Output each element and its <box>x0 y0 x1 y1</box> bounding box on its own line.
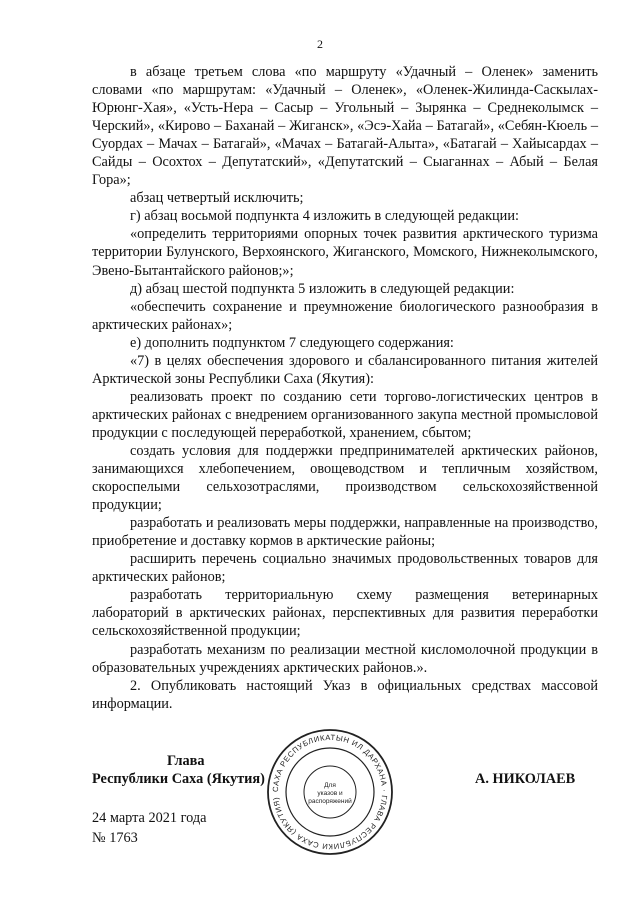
paragraph: «обеспечить сохранение и преумножение биологического разнообразия в арктических районах»; <box>92 298 598 333</box>
paragraph: разработать механизм по реализации местной кисломолочной продукции в образовательных учреждениях арктических районов.». <box>92 641 598 676</box>
signature-title-line1: Глава <box>167 753 205 769</box>
paragraph: разработать территориальную схему размещения ветеринарных лабораторий в арктических районах, перспективных для развития переработки сельскохозяйственной продукции; <box>92 587 598 640</box>
page-number: 2 <box>317 37 323 51</box>
document-body <box>92 63 598 713</box>
paragraph: создать условия для поддержки предпринимателей арктических районов, занимающихся хлебопечением, овощеводством и тепличным хозяйством, скороспелыми сельхозотраслями, производством сельскохозяйственной продукции; <box>92 442 598 514</box>
paragraph: расширить перечень социально значимых продовольственных товаров для арктических районов; <box>92 551 598 586</box>
official-stamp <box>265 727 395 862</box>
paragraph: е) дополнить подпунктом 7 следующего содержания: <box>130 334 454 351</box>
svg-text:указов и: указов и <box>317 790 343 797</box>
paragraph: «определить территориями опорных точек развития арктического туризма территории Булунского, Верхоянского, Жиганского, Момского, Нижнеколымского, Эвено-Бытантайского районов;»; <box>92 226 598 279</box>
signature-title-line2: Республики Саха (Якутия) <box>92 771 265 787</box>
svg-text:САХА РЕСПУБЛИКАТЫН ИЛ ДАРХАНА: САХА РЕСПУБЛИКАТЫН ИЛ ДАРХАНА · ГЛАВА РЕСПУБЛИКИ САХА (ЯКУТИЯ) <box>270 732 390 852</box>
paragraph: 2. Опубликовать настоящий Указ в официальных средствах массовой информации. <box>92 677 598 712</box>
svg-text:Для: Для <box>324 782 336 789</box>
paragraph: в абзаце третьем слова «по маршруту «Удачный – Оленек» заменить словами «по маршрутам: «Удачный – Оленек», «Оленек-Жилинда-Саскылах-Юрюнг-Хая», «Усть-Нера – Сасыр – Угольный – Зырянка – Среднеколымск – Черский», «Кирово – Баханай – Жиганск», «Эсэ-Хайа – Батагай», «Себян-Кюель – Суордах – Мачах – Батагай», «Мачах – Батагай-Алыта», «Батагай – Хайысардах – Сайды – Осохтох – Депутатский», «Депутатский – Сыаганнах – Абый – Белая Гора»; <box>92 64 598 189</box>
document-date: 24 марта 2021 года <box>92 810 207 826</box>
document-number: № 1763 <box>92 830 138 846</box>
paragraph: «7) в целях обеспечения здорового и сбалансированного питания жителей Арктической зоны Республики Саха (Якутия): <box>92 352 598 387</box>
stamp-seal-icon <box>265 727 395 857</box>
paragraph: д) абзац шестой подпункта 5 изложить в следующей редакции: <box>130 280 515 297</box>
paragraph: г) абзац восьмой подпункта 4 изложить в следующей редакции: <box>130 208 519 225</box>
paragraph: абзац четвертый исключить; <box>130 190 304 207</box>
paragraph: разработать и реализовать меры поддержки, направленные на производство, приобретение и доставку кормов в арктические районы; <box>92 515 598 550</box>
signature-name: А. НИКОЛАЕВ <box>475 771 576 787</box>
svg-text:распоряжений: распоряжений <box>308 798 352 805</box>
paragraph: реализовать проект по созданию сети торгово-логистических центров в арктических районах с внедрением организованного закупа местной промысловой продукции с последующей переработкой, хранением, сбытом; <box>92 388 598 441</box>
